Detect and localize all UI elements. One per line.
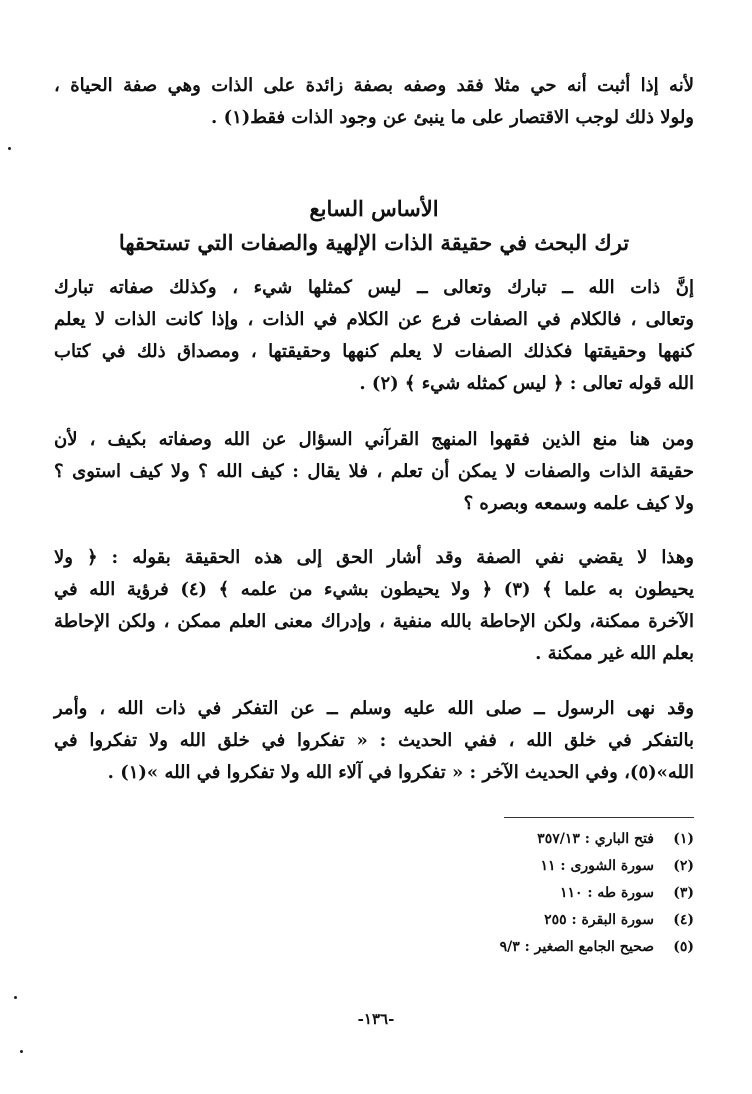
footnote-item [394,934,694,961]
footnote-text: سورة طه : ١١٠ [559,885,654,901]
footnote-number: (٥) [673,939,694,955]
section-heading [54,192,694,260]
text-line: الآخرة ممكنة، ولكن الإحاطة بالله منفية ، وإدراك معنى العلم ممكن ، ولكن الإحاطة [54,611,694,632]
text-line: وقد نهى الرسول ــ صلى الله عليه وسلم ــ عن التفكر في ذات الله ، وأمر [54,698,694,719]
text-line: يحيطون به علما ﴾ (٣) ﴿ ولا يحيطون بشيء من علمه ﴾ (٤) فرؤية الله في [54,579,694,600]
footnote-text: فتح الباري : ٣٥٧/١٣ [537,831,654,847]
footnote-item [394,853,694,880]
text-line: حقيقة الذات والصفات لا يمكن أن تعلم ، فلا يقال : كيف الله ؟ ولا كيف استوى ؟ [54,461,694,482]
footnote-text: صحيح الجامع الصغير : ٩/٣ [499,939,654,955]
text-line: ولولا ذلك لوجب الاقتصار على ما ينبئ عن وجود الذات فقط(١) . [211,107,694,128]
scan-speck [8,147,11,150]
scan-speck [20,1050,23,1053]
text-line: إنَّ ذات الله ــ تبارك وتعالى ــ ليس كمثلها شيء ، وكذلك صفاته تبارك [54,277,694,298]
footnote-number: (١) [673,831,694,847]
intro-paragraph [54,70,694,134]
text-line: الله قوله تعالى : ﴿ ليس كمثله شيء ﴾ (٢) . [359,373,694,394]
footnote-number: (٤) [673,912,694,928]
footnote-item [394,880,694,907]
page-number: -١٣٦- [357,1010,395,1028]
footnote-item [394,907,694,934]
footnote-item [394,826,694,853]
text-line: بعلم الله غير ممكنة . [535,643,694,664]
text-line: الله»(٥)، وفي الحديث الآخر : « تفكروا في آلاء الله ولا تفكروا في الله »(١) . [107,762,694,783]
scan-speck [14,996,17,999]
text-line: كنهها وحقيقتها فكذلك الصفات لا يعلم كنهها وحقيقتها ، ومصداق ذلك في كتاب [54,341,694,362]
footnote-text: سورة البقرة : ٢٥٥ [544,912,654,928]
section-title: الأساس السابع [309,196,439,221]
paragraph-4 [54,693,694,789]
text-line: ولا كيف علمه وسمعه وبصره ؟ [463,493,694,514]
text-line: ومن هنا منع الذين فقهوا المنهج القرآني السؤال عن الله وصفاته بكيف ، لأن [54,429,694,450]
paragraph-2 [54,424,694,520]
text-line: لأنه إذا أثبت أنه حي مثلا فقد وصفه بصفة زائدة على الذات وهي صفة الحياة ، [54,75,694,96]
footnote-number: (٣) [673,885,694,901]
section-subtitle: ترك البحث في حقيقة الذات الإلهية والصفات التي تستحقها [118,230,630,255]
text-line: بالتفكر في خلق الله ، ففي الحديث : « تفكروا في خلق الله ولا تفكروا في [54,730,694,751]
footnote-text: سورة الشورى : ١١ [540,858,654,874]
footnote-divider [504,817,694,818]
footnote-number: (٢) [673,858,694,874]
footnotes [394,826,694,961]
paragraph-3 [54,542,694,670]
text-line: وهذا لا يقضي نفي الصفة وقد أشار الحق إلى هذه الحقيقة بقوله : ﴿ ولا [54,547,694,568]
text-line: وتعالى ، فالكلام في الصفات فرع عن الكلام في الذات ، وإذا كانت الذات لا يعلم [54,309,694,330]
paragraph-1 [54,272,694,400]
